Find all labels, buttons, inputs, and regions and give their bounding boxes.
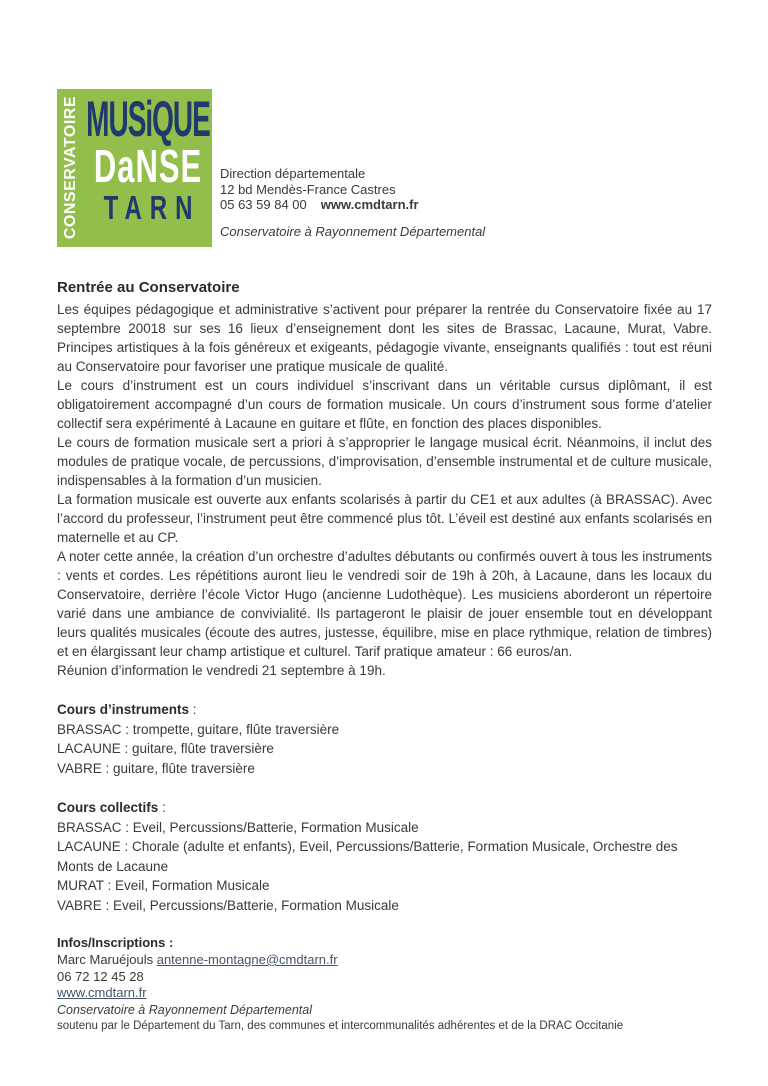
section-infos-inscriptions bbox=[57, 934, 712, 1035]
contact-name-line bbox=[57, 952, 712, 969]
section-title-label: Cours collectifs bbox=[57, 800, 159, 815]
letterhead bbox=[0, 0, 768, 278]
letterhead-phone-line bbox=[220, 197, 485, 213]
logo-word-tarn: TARN bbox=[103, 189, 201, 228]
list-item: MURAT : Eveil, Formation Musicale bbox=[57, 878, 270, 893]
section-title-colon: : bbox=[189, 702, 197, 717]
article-paragraph: La formation musicale est ouverte aux enfants scolarisés à partir du CE1 et aux adultes (à BRASSAC). Avec l’accord du professeur, l’instrument peut être commencé plus tôt. L’éveil est destiné aux enfants scolarisés en maternelle et au CP. bbox=[57, 492, 712, 545]
section-cours-collectifs bbox=[57, 798, 712, 915]
contact-footnote: soutenu par le Département du Tarn, des communes et intercommunalités adhérentes et de la DRAC Occitanie bbox=[57, 1020, 624, 1032]
letterhead-contact-block bbox=[220, 166, 485, 239]
section-title bbox=[57, 798, 712, 818]
logo-words bbox=[84, 89, 212, 247]
list-item: VABRE : Eveil, Percussions/Batterie, Formation Musicale bbox=[57, 897, 399, 913]
list-item: LACAUNE : guitare, flûte traversière bbox=[57, 741, 274, 756]
list-item: VABRE : guitare, flûte traversière bbox=[57, 760, 255, 776]
list-item: BRASSAC : trompette, guitare, flûte traversière bbox=[57, 721, 340, 737]
list-item: LACAUNE : Chorale (adulte et enfants), Eveil, Percussions/Batterie, Formation Musicale, Orchestre des Monts de Lacaune bbox=[57, 839, 678, 874]
section-title-label: Cours d’instruments bbox=[57, 702, 190, 717]
article-paragraph: Le cours d’instrument est un cours individuel s’inscrivant dans un véritable cursus diplômant, il est obligatoirement accompagné d’un cours de formation musicale. Un cours d’instrument sous forme d’atelier collectif sera expérimenté à Lacaune en guitare et flûte, en fonction des places disponibles. bbox=[57, 378, 712, 431]
logo-word-danse: DaNSE bbox=[93, 140, 203, 193]
website-line bbox=[57, 985, 712, 1002]
list-item: BRASSAC : Eveil, Percussions/Batterie, Formation Musicale bbox=[57, 819, 419, 835]
article-paragraph-reunion: Réunion d’information le vendredi 21 septembre à 19h. bbox=[57, 663, 386, 678]
contact-name: Marc Maruéjouls bbox=[57, 952, 154, 967]
website-link[interactable]: www.cmdtarn.fr bbox=[57, 985, 147, 1000]
letterhead-tagline: Conservatoire à Rayonnement Départemental bbox=[220, 223, 486, 239]
contact-phone: 06 72 12 45 28 bbox=[57, 968, 144, 984]
logo-vertical-label bbox=[57, 89, 84, 247]
section-title-colon: : bbox=[158, 800, 166, 815]
article-paragraph: Le cours de formation musicale sert a priori à s’approprier le langage musical écrit. Néanmoins, il inclut des modules de pratique vocale, de percussions, d’improvisation, d’ensemble instrumental et de culture musicale, indispensables à la formation d’un musicien. bbox=[57, 435, 712, 488]
letterhead-direction: Direction départementale bbox=[220, 166, 366, 181]
contact-tagline: Conservatoire à Rayonnement Départemental bbox=[57, 1002, 312, 1017]
letterhead-website: www.cmdtarn.fr bbox=[320, 197, 419, 212]
letterhead-address: 12 bd Mendès-France Castres bbox=[220, 181, 396, 197]
contact-title: Infos/Inscriptions : bbox=[57, 935, 174, 950]
article bbox=[57, 278, 712, 1035]
article-title: Rentrée au Conservatoire bbox=[57, 279, 240, 296]
article-paragraph: Les équipes pédagogique et administrative s’activent pour préparer la rentrée du Conservatoire fixée au 17 septembre 20018 sur ses 16 lieux d’enseignement dont les sites de Brassac, Lacaune, Murat, Vabre. Principes artistiques à la fois généreux et exigeants, pédagogie vivante, enseignants qualifiés : tout est réuni au Conservatoire pour favoriser une pratique musicale de qualité. bbox=[57, 302, 712, 374]
logo-word-musique: MUSiQUE bbox=[86, 91, 210, 147]
email-link[interactable]: antenne-montagne@cmdtarn.fr bbox=[156, 952, 338, 967]
logo-vertical-text: CONSERVATOIRE bbox=[61, 96, 79, 240]
conservatoire-logo bbox=[57, 89, 212, 247]
section-cours-instruments bbox=[57, 700, 712, 778]
article-paragraph: A noter cette année, la création d’un orchestre d’adultes débutants ou confirmés ouvert à tous les instruments : vents et cordes. Les répétitions auront lieu le vendredi soir de 19h à 20h, à Lacaune, dans les locaux du Conservatoire, derrière l’école Victor Hugo (ancienne Ludothèque). Les musiciens aborderont un répertoire varié dans une ambiance de convivialité. Ils partageront le plaisir de jouer ensemble tout en développant leurs qualités musicales (écoute des autres, justesse, équilibre, mise en place rythmique, relation de timbres) et en élargissant leur champ artistique et culturel. Tarif pratique amateur : 66 euros/an. bbox=[57, 549, 712, 659]
letterhead-phone: 05 63 59 84 00 bbox=[220, 197, 307, 212]
section-title bbox=[57, 700, 712, 720]
